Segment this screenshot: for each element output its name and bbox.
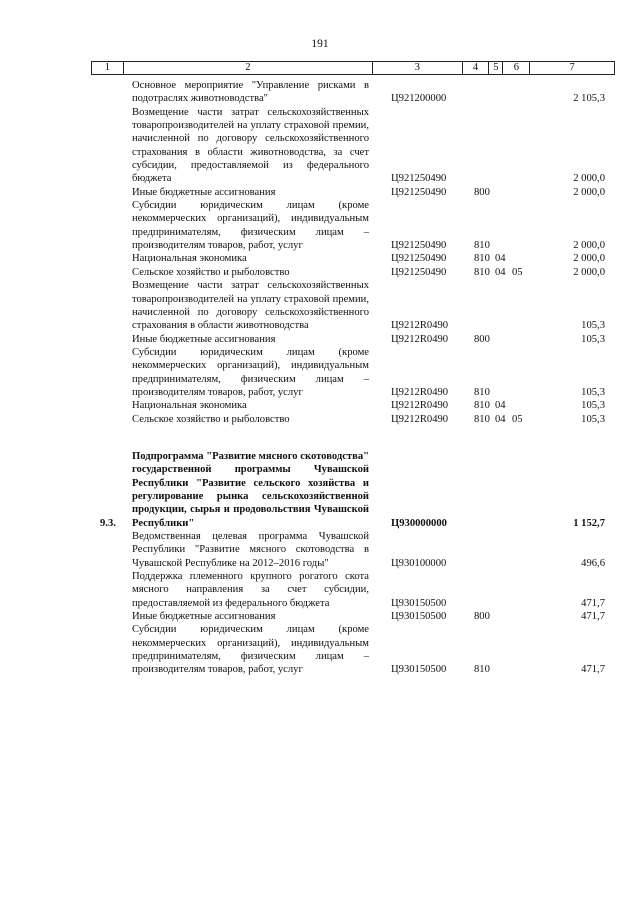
header-col-2: 2 xyxy=(123,62,372,74)
header-col-5: 5 xyxy=(488,62,502,74)
header-col-4: 4 xyxy=(462,62,489,74)
row-sum: 2 000,0 xyxy=(573,266,605,278)
row-name: Поддержка племенного крупного рогатого скота мясного направления за счет субсидии, предоставляемой из федерального бюджета xyxy=(132,571,369,609)
row-name: Подпрограмма "Развитие мясного скотоводства" государственной программы Чувашской Республики "Развитие сельского хозяйства и регулирование рынка сельскохозяйственной продукции, сырья и продовольствия Чувашской Республики" xyxy=(132,450,369,529)
table-row xyxy=(91,570,615,610)
table-row xyxy=(91,530,615,570)
row-code: Ц921250490 xyxy=(391,240,447,252)
row-name: Субсидии юридическим лицам (кроме некоммерческих организаций), индивидуальным предпринимателям, физическим лицам – производителям товаров, работ, услуг xyxy=(132,200,369,252)
row-code: Ц9212R0490 xyxy=(391,413,449,425)
row-code: Ц9212R0490 xyxy=(391,320,449,332)
row-code: Ц9212R0490 xyxy=(391,386,449,398)
row-subsection: 05 xyxy=(512,266,523,278)
table-row xyxy=(91,413,615,426)
row-name: Иные бюджетные ассигнования xyxy=(132,611,276,623)
row-name: Субсидии юридическим лицам (кроме некоммерческих организаций), индивидуальным предпринимателям, физическим лицам – производителям товаров, работ, услуг xyxy=(132,346,369,398)
row-sum: 2 000,0 xyxy=(573,173,605,185)
row-code: Ц930150500 xyxy=(391,597,447,609)
row-sum: 471,7 xyxy=(581,664,605,676)
table-body xyxy=(91,79,615,677)
row-code: Ц930150500 xyxy=(391,664,447,676)
table-row xyxy=(91,610,615,623)
row-name: Сельское хозяйство и рыболовство xyxy=(132,266,290,278)
table-row xyxy=(91,279,615,332)
row-name: Иные бюджетные ассигнования xyxy=(132,186,276,198)
row-name: Субсидии юридическим лицам (кроме некоммерческих организаций), индивидуальным предпринимателям, физическим лицам – производителям товаров, работ, услуг xyxy=(132,624,369,676)
row-code: Ц921250490 xyxy=(391,266,447,278)
row-section: 04 xyxy=(495,413,506,425)
row-sum: 2 105,3 xyxy=(573,93,605,105)
row-expense-type: 810 xyxy=(474,266,490,278)
row-name: Основное мероприятие "Управление рисками в подотраслях животноводства" xyxy=(132,80,369,105)
table-row xyxy=(91,346,615,399)
row-code: Ц921250490 xyxy=(391,186,447,198)
row-name: Возмещение части затрат сельскохозяйственных товаропроизводителей на уплату страховой премии, начисленной по договору сельскохозяйственного страхования в области животноводства xyxy=(132,280,369,332)
row-code: Ц9212R0490 xyxy=(391,400,449,412)
row-sum: 471,7 xyxy=(581,597,605,609)
table-row xyxy=(91,199,615,252)
table-row xyxy=(91,266,615,279)
row-code: Ц9212R0490 xyxy=(391,333,449,345)
row-expense-type: 810 xyxy=(474,413,490,425)
table-row xyxy=(91,252,615,265)
header-col-7: 7 xyxy=(529,62,614,74)
table-row xyxy=(91,333,615,346)
row-code: Ц930100000 xyxy=(391,557,447,569)
row-expense-type: 810 xyxy=(474,240,490,252)
row-name: Возмещение части затрат сельскохозяйственных товаропроизводителей на уплату страховой премии, начисленной по договору сельскохозяйственного страхования в области животноводства, за счет субсидии, предоставляемой из федерального бюджета xyxy=(132,106,369,185)
row-code: Ц921250490 xyxy=(391,253,447,265)
row-section: 04 xyxy=(495,253,506,265)
row-sum: 2 000,0 xyxy=(573,253,605,265)
row-name: Иные бюджетные ассигнования xyxy=(132,333,276,345)
row-subsection: 05 xyxy=(512,413,523,425)
row-gap xyxy=(91,426,615,450)
row-number: 9.3. xyxy=(100,517,116,529)
row-code: Ц930000000 xyxy=(391,517,447,529)
row-expense-type: 810 xyxy=(474,664,490,676)
row-section: 04 xyxy=(495,400,506,412)
table-row xyxy=(91,623,615,676)
row-name: Сельское хозяйство и рыболовство xyxy=(132,413,290,425)
header-col-1: 1 xyxy=(104,62,111,73)
row-sum: 105,3 xyxy=(581,333,605,345)
table-row xyxy=(91,186,615,199)
table-row xyxy=(91,450,615,530)
row-sum: 105,3 xyxy=(581,386,605,398)
header-col-6: 6 xyxy=(502,62,529,74)
row-sum: 471,7 xyxy=(581,611,605,623)
row-sum: 1 152,7 xyxy=(573,517,605,529)
row-code: Ц921250490 xyxy=(391,173,447,185)
row-code: Ц921200000 xyxy=(391,93,447,105)
row-sum: 105,3 xyxy=(581,320,605,332)
table-header xyxy=(91,61,615,75)
row-expense-type: 800 xyxy=(474,333,490,345)
header-col-3: 3 xyxy=(372,62,462,74)
row-section: 04 xyxy=(495,266,506,278)
table-row xyxy=(91,106,615,186)
row-expense-type: 810 xyxy=(474,386,490,398)
page-number: 191 xyxy=(311,38,329,50)
table-row xyxy=(91,79,615,106)
row-sum: 2 000,0 xyxy=(573,240,605,252)
row-sum: 105,3 xyxy=(581,413,605,425)
row-name: Ведомственная целевая программа Чувашской Республики "Развитие мясного скотоводства в Чувашской Республике на 2012–2016 годы" xyxy=(132,531,369,569)
table-row xyxy=(91,399,615,412)
row-name: Национальная экономика xyxy=(132,400,247,412)
row-expense-type: 810 xyxy=(474,400,490,412)
row-sum: 496,6 xyxy=(581,557,605,569)
row-sum: 2 000,0 xyxy=(573,186,605,198)
row-sum: 105,3 xyxy=(581,400,605,412)
row-expense-type: 800 xyxy=(474,186,490,198)
row-expense-type: 810 xyxy=(474,253,490,265)
row-name: Национальная экономика xyxy=(132,253,247,265)
row-code: Ц930150500 xyxy=(391,611,447,623)
row-expense-type: 800 xyxy=(474,611,490,623)
